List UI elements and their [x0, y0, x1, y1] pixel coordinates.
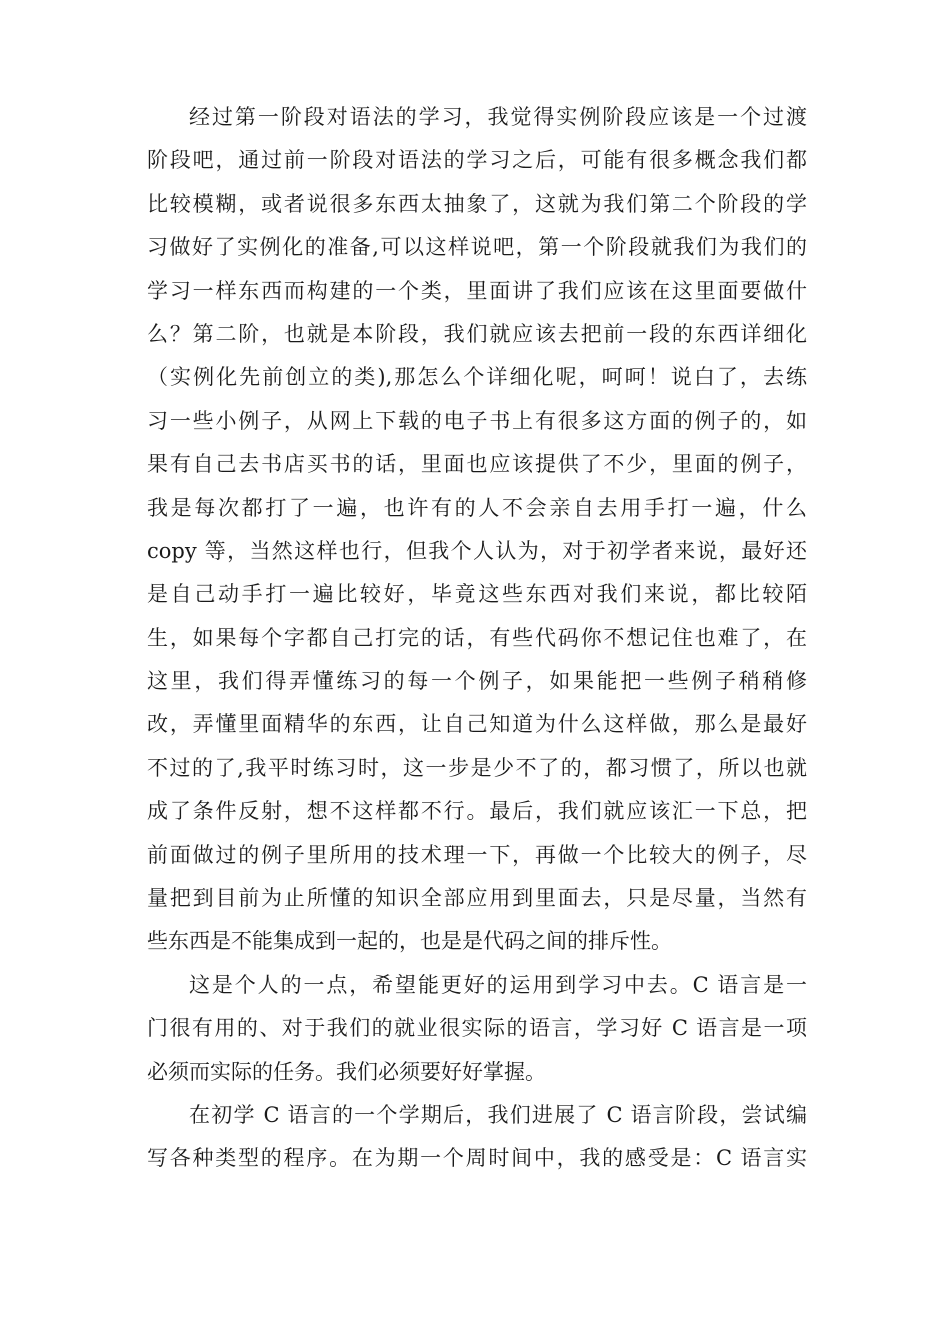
- paragraph-line: 改，弄懂里面精华的东西，让自己知道为什么这样做，那么是最好: [147, 712, 807, 737]
- paragraph-line: （实例化先前创立的类),那怎么个详细化呢，呵呵！说白了，去练: [147, 365, 807, 390]
- paragraph-line: 生，如果每个字都自己打完的话，有些代码你不想记住也难了，在: [147, 625, 807, 650]
- paragraph-line: 这是个人的一点，希望能更好的运用到学习中去。C 语言是一: [189, 972, 807, 997]
- paragraph-line: 比较模糊，或者说很多东西太抽象了，这就为我们第二个阶段的学: [147, 191, 807, 216]
- paragraph-line: 习一些小例子，从网上下载的电子书上有很多这方面的例子的，如: [147, 408, 807, 433]
- paragraph-3: [147, 1094, 807, 1181]
- paragraph-line: 学习一样东西而构建的一个类，里面讲了我们应该在这里面要做什: [147, 278, 807, 303]
- paragraph-line: 写各种类型的程序。在为期一个周时间中，我的感受是：C 语言实: [147, 1146, 807, 1171]
- paragraph-line: 是自己动手打一遍比较好，毕竟这些东西对我们来说，都比较陌: [147, 582, 807, 607]
- paragraph-line: 果有自己去书店买书的话，里面也应该提供了不少，里面的例子，: [147, 452, 807, 477]
- paragraph-line: 么？第二阶，也就是本阶段，我们就应该去把前一段的东西详细化: [147, 321, 807, 346]
- paragraph-line: 成了条件反射，想不这样都不行。最后，我们就应该汇一下总，把: [147, 799, 807, 824]
- paragraph-line: 不过的了,我平时练习时，这一步是少不了的，都习惯了，所以也就: [147, 755, 807, 780]
- paragraph-line: 阶段吧，通过前一阶段对语法的学习之后，可能有很多概念我们都: [147, 148, 807, 173]
- paragraph-line: copy 等，当然这样也行，但我个人认为，对于初学者来说，最好还: [147, 538, 807, 563]
- paragraph-line: 些东西是不能集成到一起的，也是是代码之间的排斥性。: [147, 929, 672, 954]
- paragraph-line: 必须而实际的任务。我们必须要好好掌握。: [147, 1059, 546, 1084]
- paragraph-line: 量把到目前为止所懂的知识全部应用到里面去，只是尽量，当然有: [147, 886, 807, 911]
- paragraph-line: 经过第一阶段对语法的学习，我觉得实例阶段应该是一个过渡: [189, 105, 807, 129]
- paragraph-line: 门很有用的、对于我们的就业很实际的语言，学习好 C 语言是一项: [147, 1016, 807, 1041]
- paragraph-1: [147, 96, 807, 964]
- paragraph-2: [147, 964, 807, 1094]
- paragraph-line: 前面做过的例子里所用的技术理一下，再做一个比较大的例子，尽: [147, 842, 807, 867]
- paragraph-line: 习做好了实例化的准备,可以这样说吧，第一个阶段就我们为我们的: [147, 235, 807, 260]
- paragraph-line: 在初学 C 语言的一个学期后，我们进展了 C 语言阶段，尝试编: [189, 1102, 807, 1127]
- paragraph-line: 我是每次都打了一遍，也许有的人不会亲自去用手打一遍，什么: [147, 495, 807, 520]
- paragraph-line: 这里，我们得弄懂练习的每一个例子，如果能把一些例子稍稍修: [147, 669, 807, 694]
- document-body: [147, 96, 807, 1181]
